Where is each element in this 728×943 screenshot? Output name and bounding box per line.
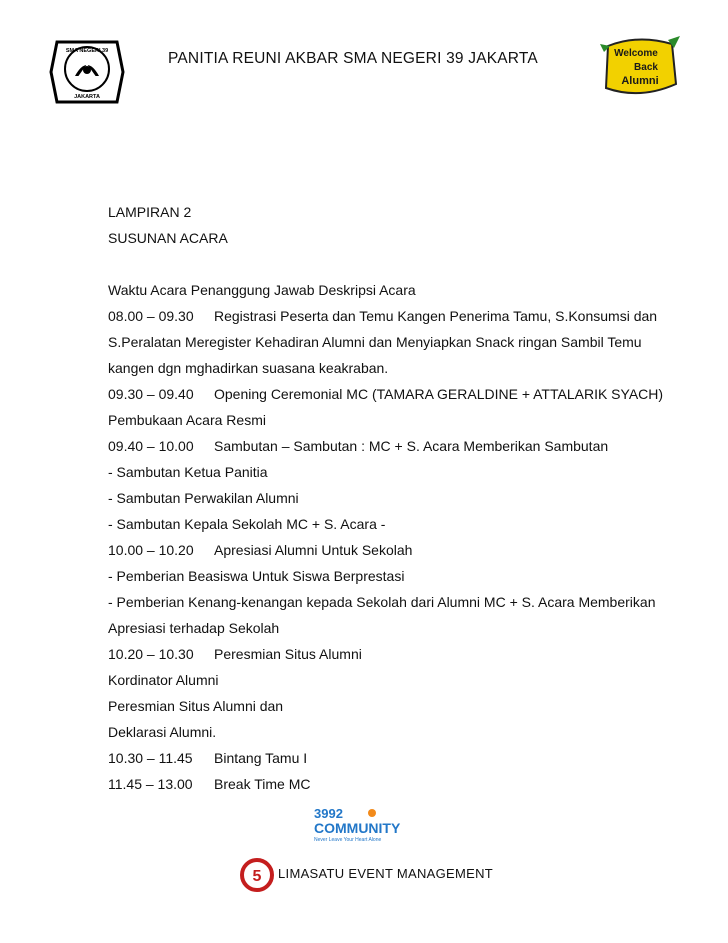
- document-title: SUSUNAN ACARA: [108, 230, 228, 246]
- schedule-line: [108, 407, 668, 433]
- schedule-line: [108, 433, 668, 459]
- schedule-text: Kordinator Alumni: [108, 672, 219, 688]
- schedule-text: - Pemberian Kenang-kenangan kepada Sekolah dari Alumni MC + S. Acara Memberikan: [108, 594, 656, 610]
- schedule-line: [108, 329, 668, 355]
- schedule-rows: [108, 303, 668, 797]
- logo-word-alumni: Alumni: [621, 75, 659, 87]
- school-crest-logo: [47, 36, 127, 108]
- schedule-time: 10.00 – 10.20: [108, 542, 194, 558]
- schedule-line: [108, 589, 668, 615]
- schedule-line: [108, 459, 668, 485]
- crest-caption: JAKARTA: [74, 94, 100, 100]
- schedule-line: [108, 511, 668, 537]
- schedule-time: 08.00 – 09.30: [108, 308, 194, 324]
- community-number: 3992: [314, 806, 343, 821]
- schedule-text: Peresmian Situs Alumni dan: [108, 698, 284, 714]
- logo-word-back: Back: [634, 62, 658, 73]
- table-header: Waktu Acara Penanggung Jawab Deskripsi Acara: [108, 282, 416, 298]
- header-title: PANITIA REUNI AKBAR SMA NEGERI 39 JAKARTA: [168, 50, 538, 67]
- schedule-line: [108, 719, 668, 745]
- limasatu-logo: [240, 858, 494, 892]
- welcome-back-alumni-logo: [598, 34, 682, 100]
- schedule-text: Break Time MC: [214, 776, 311, 792]
- schedule-text: Pembukaan Acara Resmi: [108, 412, 266, 428]
- schedule-text: Apresiasi terhadap Sekolah: [108, 620, 280, 636]
- schedule-time: 10.30 – 11.45: [108, 750, 193, 766]
- schedule-text: S.Peralatan Meregister Kehadiran Alumni dan Menyiapkan Snack ringan Sambil Temu: [108, 334, 642, 350]
- schedule-text: Peresmian Situs Alumni: [214, 646, 362, 662]
- community-logo: [312, 805, 420, 843]
- schedule-line: [108, 615, 668, 641]
- crest-top-text: SMA NEGERI 39: [65, 48, 109, 54]
- schedule-line: [108, 667, 668, 693]
- schedule-line: [108, 563, 668, 589]
- schedule-text: - Sambutan Perwakilan Alumni: [108, 490, 299, 506]
- schedule-text: - Sambutan Ketua Panitia: [108, 464, 268, 480]
- schedule-line: [108, 745, 668, 771]
- schedule-line: [108, 381, 668, 407]
- schedule-time: 10.20 – 10.30: [108, 646, 194, 662]
- schedule-text: Apresiasi Alumni Untuk Sekolah: [214, 542, 413, 558]
- schedule-time: 09.40 – 10.00: [108, 438, 194, 454]
- document-body: [108, 199, 668, 797]
- limasatu-mark: 5: [252, 868, 262, 885]
- lampiran-label: LAMPIRAN 2: [108, 204, 192, 220]
- schedule-line: [108, 303, 668, 329]
- schedule-line: [108, 641, 668, 667]
- logo-word-welcome: Welcome: [614, 48, 658, 59]
- community-name: COMMUNITY: [314, 820, 401, 836]
- community-tagline: Never Leave Your Heart Alone: [314, 837, 382, 843]
- schedule-text: Sambutan – Sambutan : MC + S. Acara Memberikan Sambutan: [214, 438, 609, 454]
- limasatu-text: LIMASATU EVENT MANAGEMENT: [278, 866, 494, 881]
- schedule-text: Registrasi Peserta dan Temu Kangen Penerima Tamu, S.Konsumsi dan: [214, 308, 658, 324]
- schedule-text: - Pemberian Beasiswa Untuk Siswa Berprestasi: [108, 568, 405, 584]
- schedule-text: Bintang Tamu I: [214, 750, 308, 766]
- schedule-text: Deklarasi Alumni.: [108, 724, 217, 740]
- schedule-line: [108, 485, 668, 511]
- schedule-text: - Sambutan Kepala Sekolah MC + S. Acara -: [108, 516, 386, 532]
- schedule-text: kangen dgn mghadirkan suasana keakraban.: [108, 360, 389, 376]
- schedule-line: [108, 693, 668, 719]
- schedule-line: [108, 355, 668, 381]
- schedule-line: [108, 537, 668, 563]
- schedule-text: Opening Ceremonial MC (TAMARA GERALDINE + ATTALARIK SYACH): [214, 386, 664, 402]
- schedule-line: [108, 771, 668, 797]
- schedule-time: 09.30 – 09.40: [108, 386, 194, 402]
- schedule-time: 11.45 – 13.00: [108, 776, 193, 792]
